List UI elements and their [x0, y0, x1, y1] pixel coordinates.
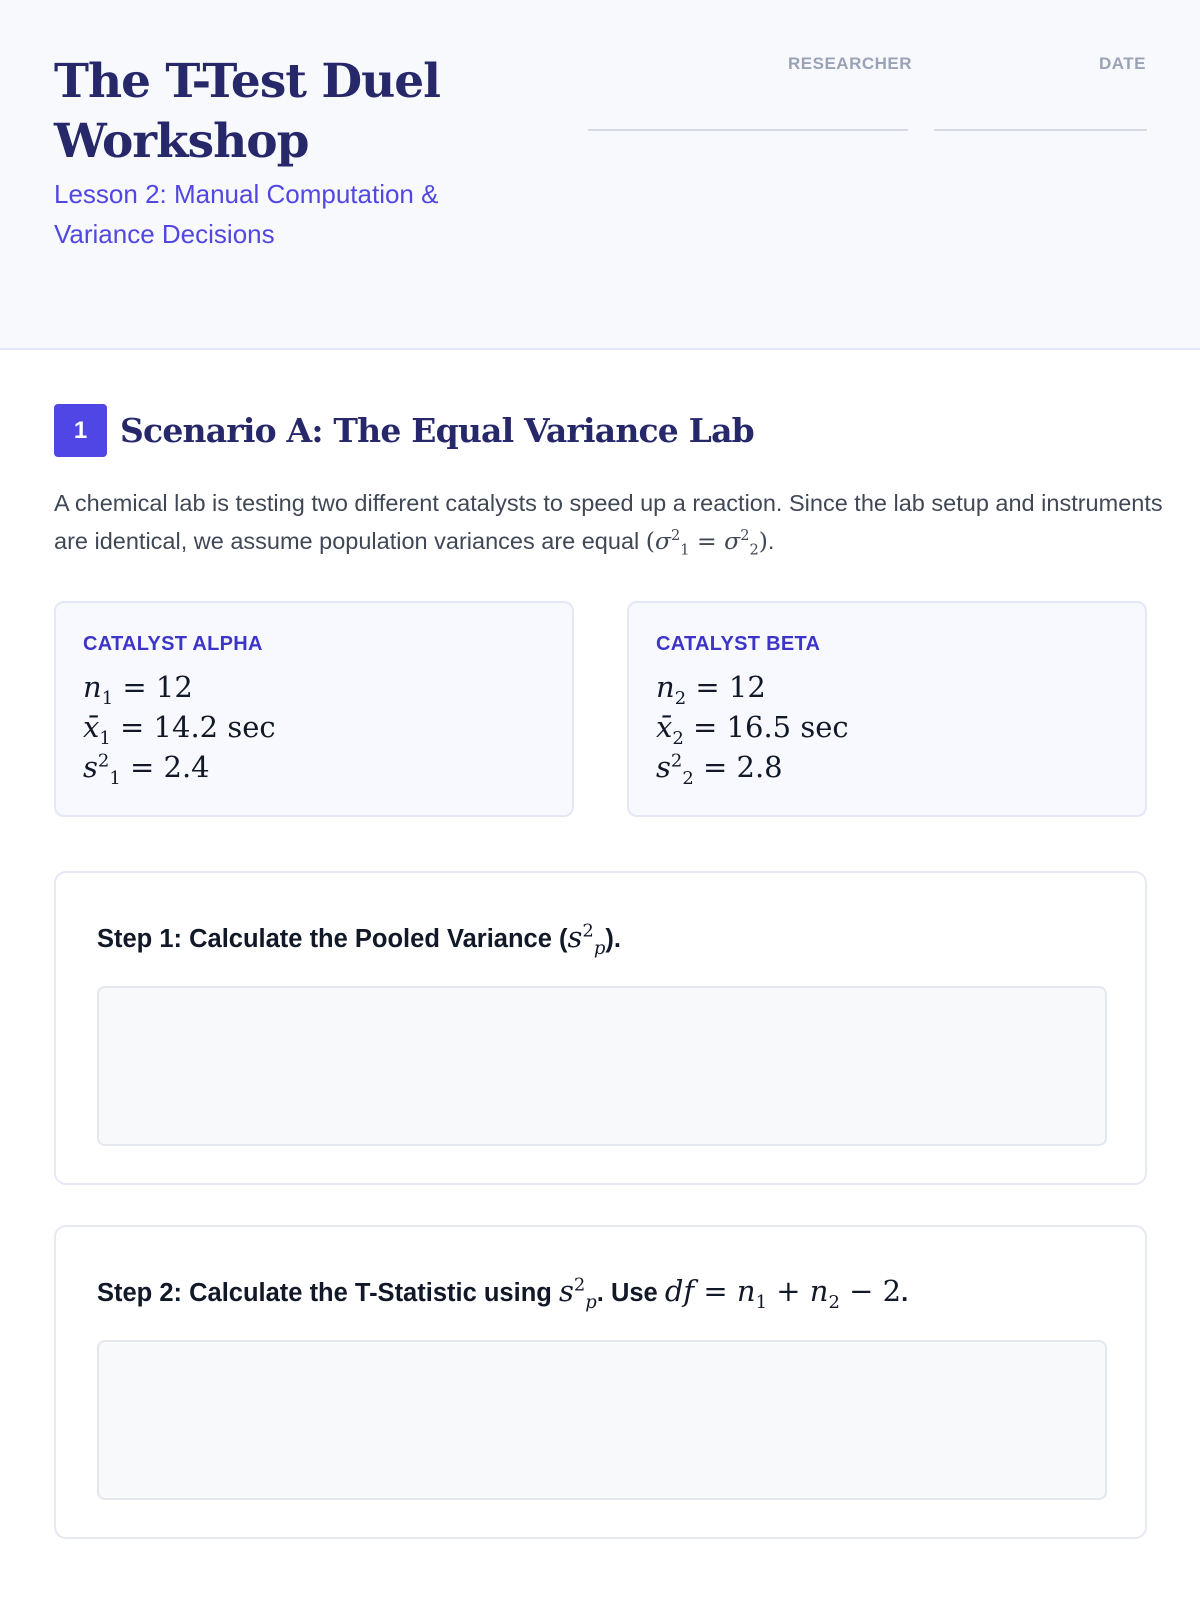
step-2-card: [54, 1225, 1147, 1539]
sample-stats: [656, 667, 849, 787]
section-title: Scenario A: The Equal Variance Lab: [120, 411, 754, 450]
sample-variance: $s^2_2 = 2.8$: [656, 750, 783, 789]
degrees-of-freedom-formula: df = $n_1 + n_2 - 2$: [664, 1274, 902, 1313]
sample-mean: $x̄_1 = 14.2$ sec: [83, 710, 276, 749]
scenario-text: A chemical lab is testing two different catalysts to speed up a reaction. Since the lab setup and instruments are identical, we assume population variances are equal: [54, 490, 1163, 554]
researcher-label: RESEARCHER: [788, 54, 913, 73]
date-field[interactable]: [934, 129, 1147, 131]
scenario-description: [54, 484, 1164, 560]
sample-size: $n_2 = 12$: [656, 670, 766, 709]
sample-card-alpha: [54, 601, 574, 817]
sample-size: $n_1 = 12$: [83, 670, 193, 709]
date-label: DATE: [1098, 54, 1146, 73]
section-number-badge: 1: [54, 404, 107, 457]
researcher-field[interactable]: [588, 129, 908, 131]
pooled-variance-symbol: $s^2_p$: [558, 1274, 597, 1313]
step-2-prompt: Step 2: Calculate the T-Statistic using $s^2_p$. Use df = $n_1 + n_2 - 2$.: [97, 1274, 909, 1313]
sample-label: CATALYST BETA: [656, 633, 821, 655]
step-1-prompt: Step 1: Calculate the Pooled Variance $(s^2_p)$.: [97, 920, 621, 959]
sample-variance: $s^2_1 = 2.4$: [83, 750, 210, 789]
step-1-card: [54, 871, 1147, 1185]
sample-card-beta: [627, 601, 1147, 817]
sample-mean: $x̄_2 = 16.5$ sec: [656, 710, 849, 749]
lesson-subtitle: Lesson 2: Manual Computation & Variance Decisions: [54, 179, 439, 249]
sample-stats: [83, 667, 276, 787]
sample-label: CATALYST ALPHA: [83, 633, 263, 655]
step-1-answer-box[interactable]: [97, 986, 1107, 1146]
pooled-variance-symbol: $s^2_p$: [567, 920, 606, 959]
equal-variance-formula: $(\sigma^2_1 = \sigma^2_2)$: [645, 527, 768, 559]
worksheet-header: [0, 0, 1200, 350]
step-2-answer-box[interactable]: [97, 1340, 1107, 1500]
page-title: The T-Test Duel Workshop: [54, 54, 441, 169]
scenario-text-end: .: [767, 528, 775, 554]
